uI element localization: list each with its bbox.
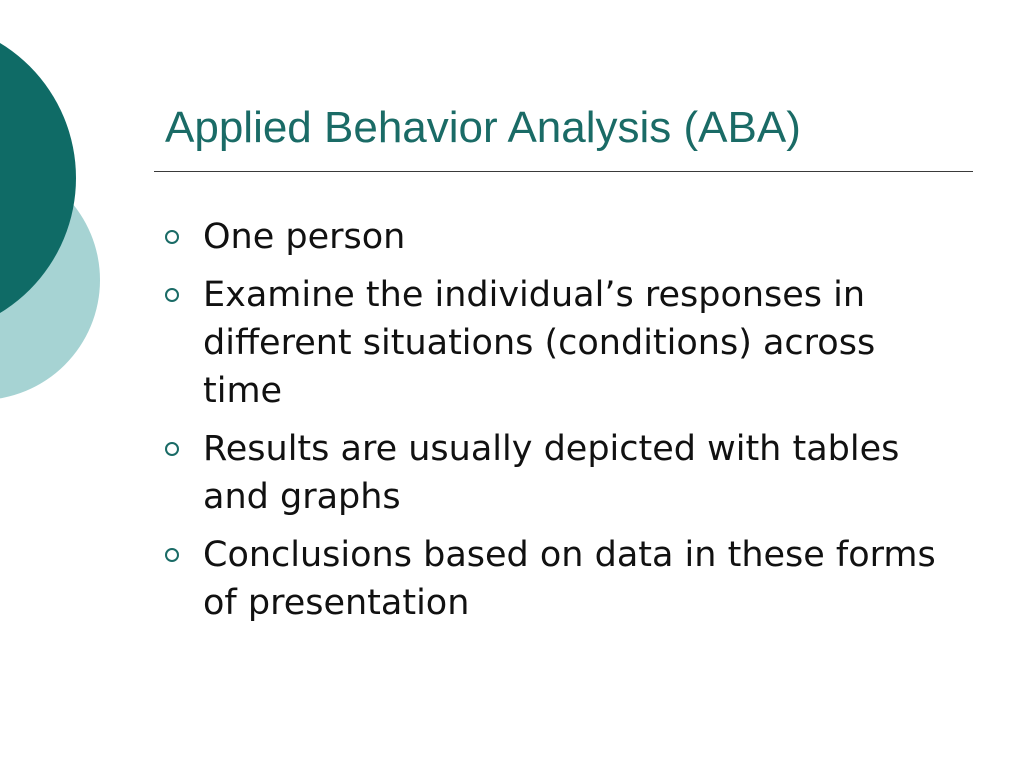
- title-divider: [154, 171, 973, 172]
- slide-title: Applied Behavior Analysis (ABA): [165, 103, 801, 152]
- hollow-circle-icon: [165, 230, 179, 244]
- hollow-circle-icon: [165, 548, 179, 562]
- bullet-item: [164, 425, 964, 521]
- bullet-item: [164, 213, 964, 261]
- bullet-item: [164, 271, 964, 415]
- hollow-circle-icon: [165, 288, 179, 302]
- bullet-text: Results are usually depicted with tables and graphs: [203, 429, 900, 517]
- bullet-list: [164, 213, 964, 637]
- bullet-text: One person: [203, 217, 406, 257]
- hollow-circle-icon: [165, 442, 179, 456]
- bullet-item: [164, 531, 964, 627]
- bullet-text: Conclusions based on data in these forms of presentation: [203, 535, 936, 623]
- bullet-text: Examine the individual’s responses in different situations (conditions) across time: [203, 275, 876, 411]
